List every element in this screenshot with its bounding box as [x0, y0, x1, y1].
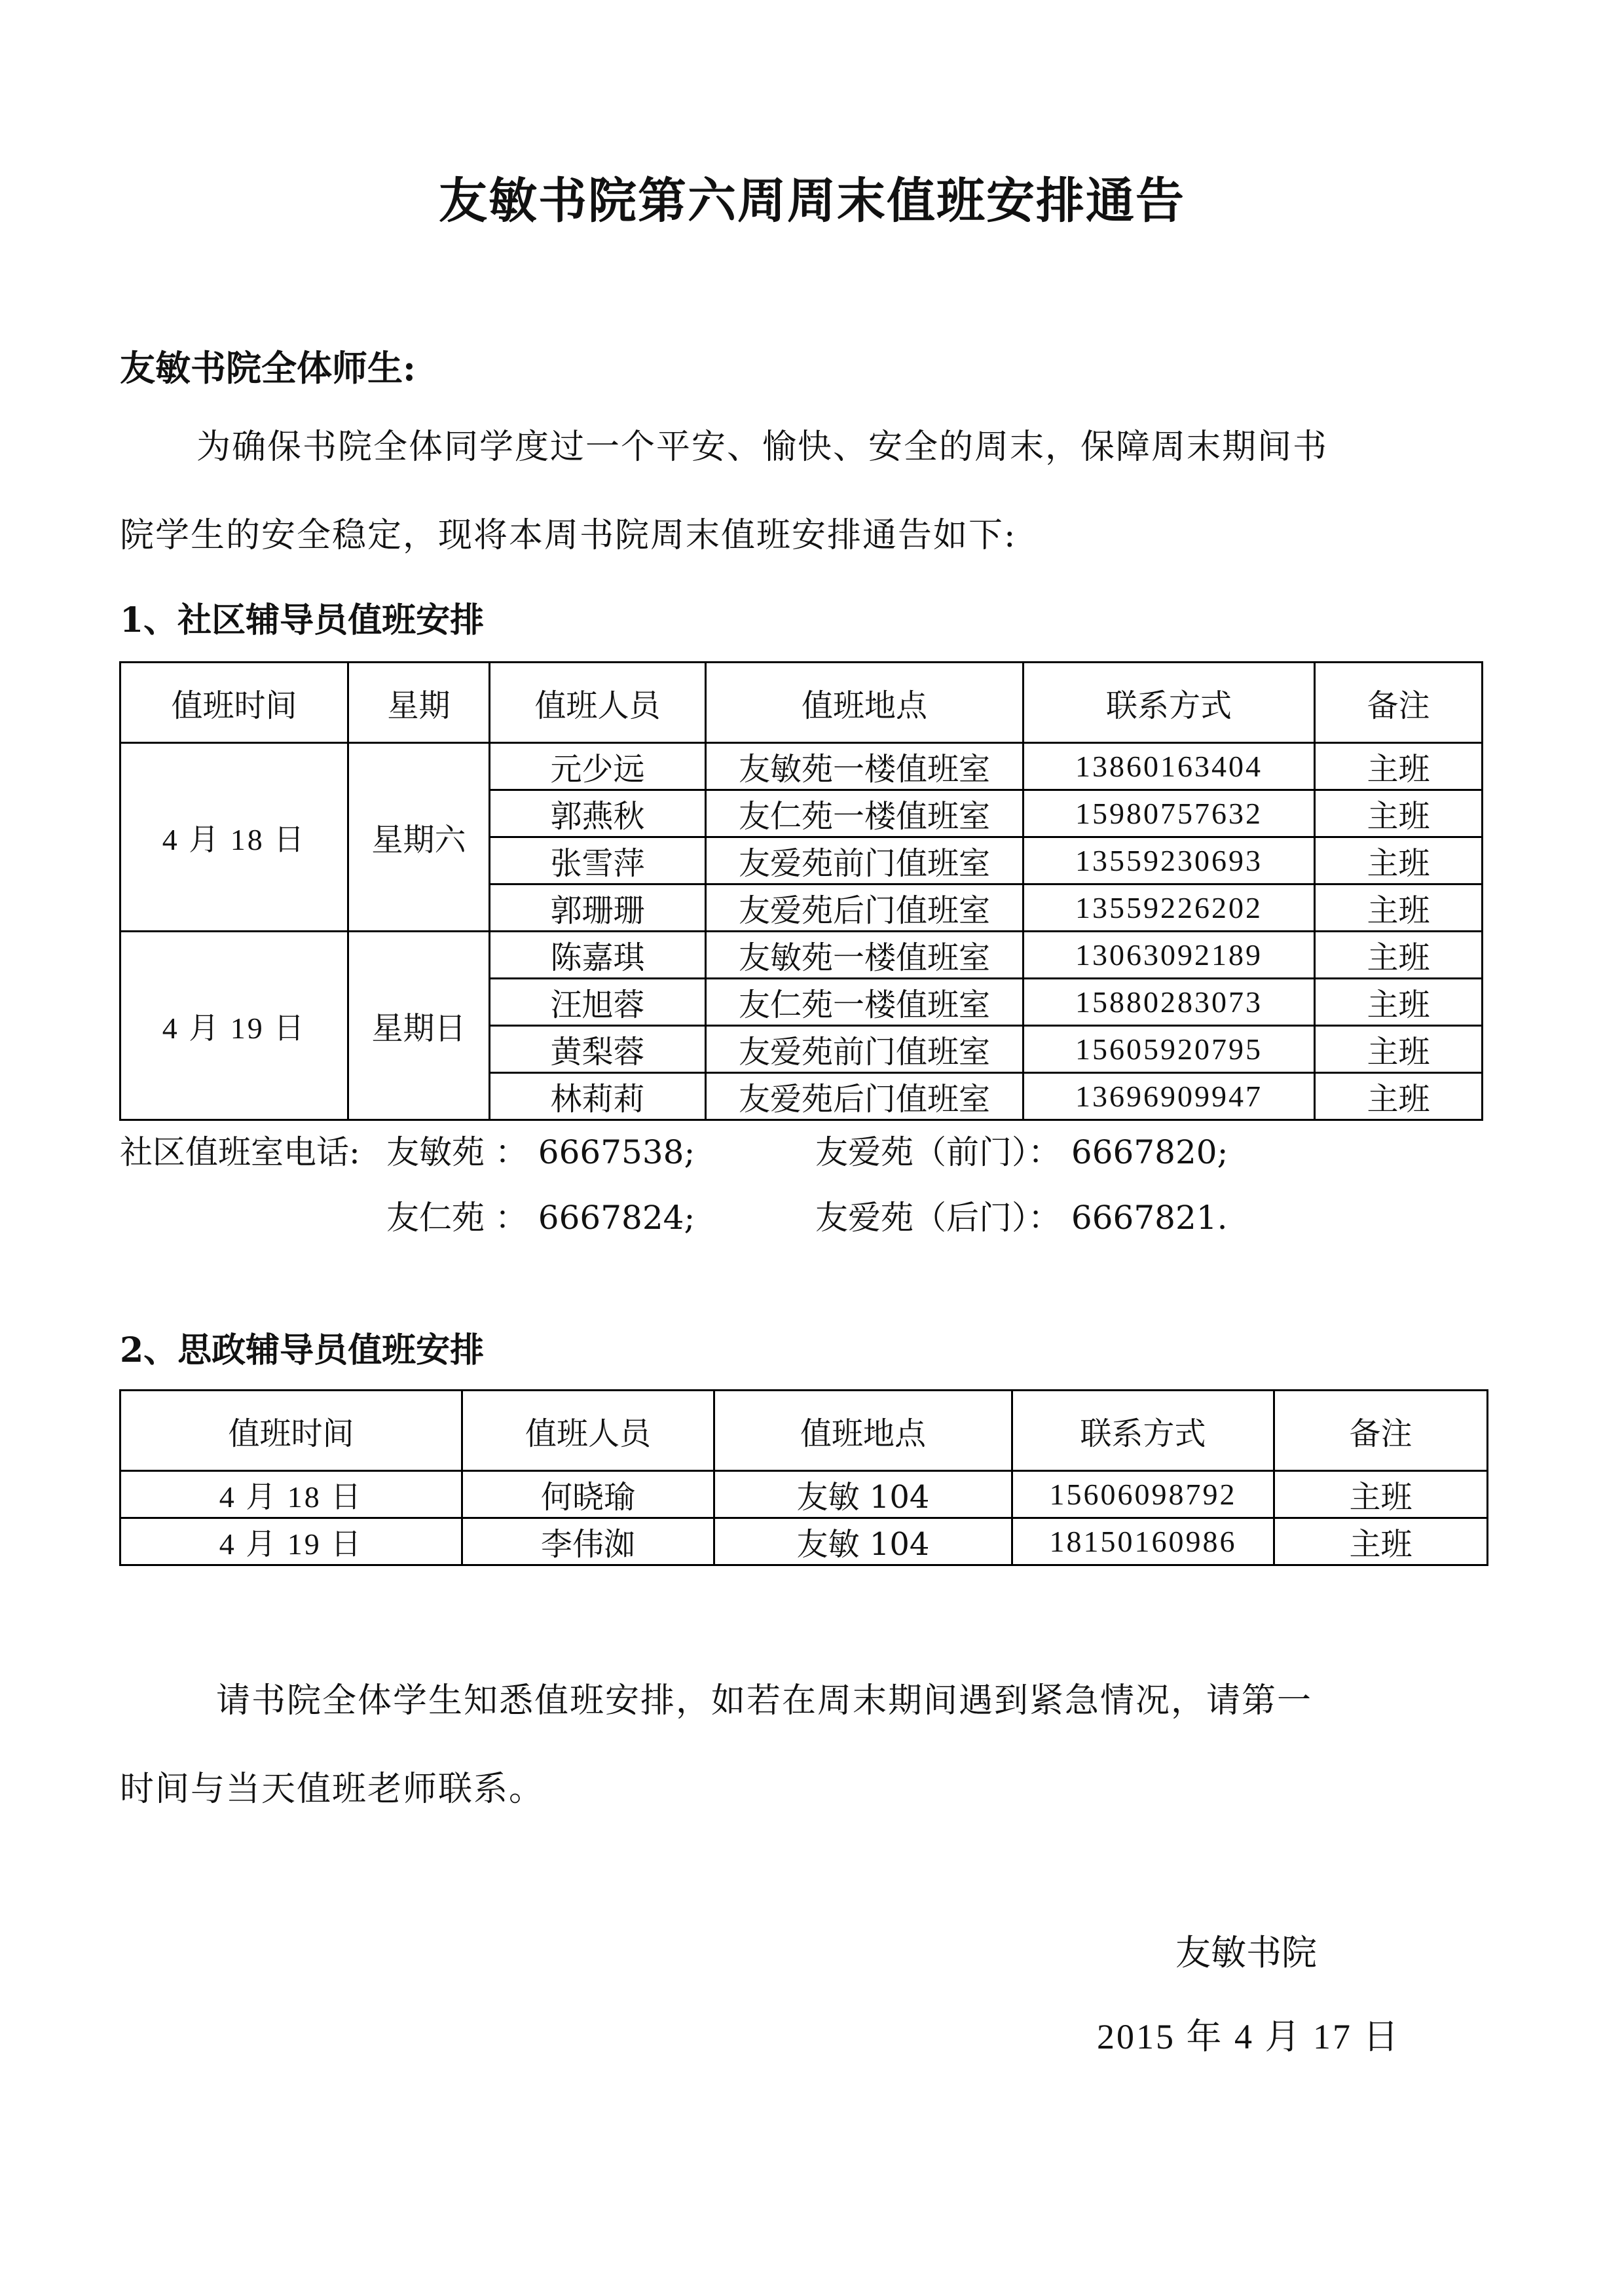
table-row: [120, 932, 1483, 979]
document-title: 友敏书院第六周周末值班安排通告: [439, 173, 1185, 229]
weekday-cell: 星期六: [348, 743, 490, 932]
date-cell: 4 月 19 日: [120, 1518, 462, 1565]
note-cell: 主班: [1315, 837, 1483, 884]
name-cell: 黄梨蓉: [490, 1026, 706, 1073]
note-cell: 主班: [1315, 743, 1483, 790]
date-cell: 4 月 18 日: [120, 743, 348, 932]
duty-phone-youai-front: 友爱苑（前门）： 6667820;: [815, 1133, 1228, 1171]
header-cell: 值班时间: [120, 1391, 462, 1471]
note-cell: 主班: [1315, 884, 1483, 932]
phone-cell: 15605920795: [1024, 1026, 1315, 1073]
header-cell: 值班时间: [120, 663, 348, 743]
location-cell: 友敏 104: [714, 1471, 1012, 1518]
signature-org: 友敏书院: [1175, 1932, 1317, 1973]
note-cell: 主班: [1274, 1471, 1488, 1518]
header-cell: 值班人员: [490, 663, 706, 743]
phone-cell: 13063092189: [1024, 932, 1315, 979]
name-cell: 何晓瑜: [462, 1471, 714, 1518]
location-cell: 友仁苑一楼值班室: [706, 790, 1024, 837]
intro-line-1: 为确保书院全体同学度过一个平安、愉快、安全的周末，保障周末期间书: [196, 428, 1329, 467]
community-duty-table: [119, 661, 1483, 1121]
phone-cell: 13559230693: [1024, 837, 1315, 884]
date-cell: 4 月 19 日: [120, 932, 348, 1120]
phone-cell: 15606098792: [1012, 1471, 1274, 1518]
intro-line-2: 院学生的安全稳定，现将本周书院周末值班安排通告如下:: [120, 516, 1017, 555]
section2-heading: 2、思政辅导员值班安排: [120, 1330, 485, 1370]
duty-phone-youren: 友仁苑 ： 6667824;: [386, 1199, 695, 1237]
header-cell: 值班人员: [462, 1391, 714, 1471]
phone-cell: 15980757632: [1024, 790, 1315, 837]
location-cell: 友爱苑前门值班室: [706, 837, 1024, 884]
phone-cell: 13696909947: [1024, 1073, 1315, 1120]
table-row: [120, 1471, 1488, 1518]
location-cell: 友仁苑一楼值班室: [706, 979, 1024, 1026]
table-row: [120, 743, 1483, 790]
table-header-row: [120, 1391, 1488, 1471]
political-duty-table: [119, 1389, 1488, 1566]
duty-phone-youmin: 友敏苑 ： 6667538;: [386, 1133, 695, 1171]
header-cell: 值班地点: [706, 663, 1024, 743]
note-cell: 主班: [1274, 1518, 1488, 1565]
name-cell: 郭燕秋: [490, 790, 706, 837]
note-cell: 主班: [1315, 1026, 1483, 1073]
location-cell: 友敏 104: [714, 1518, 1012, 1565]
signature-date: 2015 年 4 月 17 日: [1097, 2017, 1401, 2056]
duty-phone-youai-back: 友爱苑（后门）： 6667821.: [815, 1199, 1228, 1237]
weekday-cell: 星期日: [348, 932, 490, 1120]
header-cell: 值班地点: [714, 1391, 1012, 1471]
note-cell: 主班: [1315, 1073, 1483, 1120]
phone-cell: 15880283073: [1024, 979, 1315, 1026]
name-cell: 陈嘉琪: [490, 932, 706, 979]
closing-line-2: 时间与当天值班老师联系。: [120, 1770, 545, 1809]
name-cell: 郭珊珊: [490, 884, 706, 932]
name-cell: 李伟洳: [462, 1518, 714, 1565]
location-cell: 友敏苑一楼值班室: [706, 932, 1024, 979]
name-cell: 张雪萍: [490, 837, 706, 884]
phone-cell: 13860163404: [1024, 743, 1315, 790]
name-cell: 林莉莉: [490, 1073, 706, 1120]
location-cell: 友敏苑一楼值班室: [706, 743, 1024, 790]
header-cell: 联系方式: [1012, 1391, 1274, 1471]
name-cell: 汪旭蓉: [490, 979, 706, 1026]
phone-cell: 13559226202: [1024, 884, 1315, 932]
salutation: 友敏书院全体师生:: [120, 347, 416, 389]
note-cell: 主班: [1315, 932, 1483, 979]
header-cell: 联系方式: [1024, 663, 1315, 743]
header-cell: 星期: [348, 663, 490, 743]
closing-line-1: 请书院全体学生知悉值班安排，如若在周末期间遇到紧急情况，请第一: [216, 1681, 1313, 1721]
header-cell: 备注: [1315, 663, 1483, 743]
note-cell: 主班: [1315, 790, 1483, 837]
name-cell: 元少远: [490, 743, 706, 790]
location-cell: 友爱苑后门值班室: [706, 884, 1024, 932]
duty-phone-label: 社区值班室电话:: [120, 1133, 360, 1171]
phone-cell: 18150160986: [1012, 1518, 1274, 1565]
note-cell: 主班: [1315, 979, 1483, 1026]
table-row: [120, 1518, 1488, 1565]
section1-heading: 1、社区辅导员值班安排: [120, 600, 485, 640]
table-header-row: [120, 663, 1483, 743]
header-cell: 备注: [1274, 1391, 1488, 1471]
location-cell: 友爱苑后门值班室: [706, 1073, 1024, 1120]
location-cell: 友爱苑前门值班室: [706, 1026, 1024, 1073]
date-cell: 4 月 18 日: [120, 1471, 462, 1518]
